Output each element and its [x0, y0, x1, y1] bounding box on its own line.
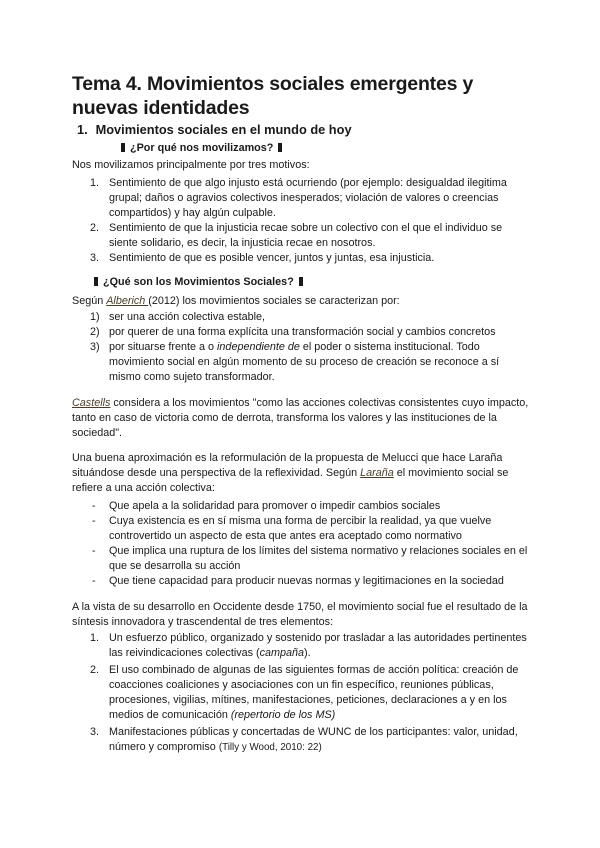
list-item	[72, 310, 532, 325]
text-run: ).	[304, 647, 311, 659]
list-marker: -	[92, 515, 96, 527]
list-item	[72, 725, 532, 755]
larana-list	[72, 499, 532, 589]
list-marker: -	[92, 575, 96, 587]
list-item-text: ser una acción colectiva estable,	[109, 311, 266, 323]
list-item	[72, 544, 532, 574]
list-item	[72, 221, 532, 251]
tilly-paragraph: A la vista de su desarrollo en Occidente desde 1750, el movimiento social fue el resultado de la síntesis innovadora y trascendental de tres elementos:	[72, 601, 528, 628]
list-marker: 3.	[90, 252, 100, 264]
list-marker: 3.	[90, 726, 100, 738]
list-item-text: Que implica una ruptura de los límites del sistema normativo y relaciones sociales en el que se desarrolla su acción	[109, 545, 528, 572]
tilly-list	[72, 631, 532, 755]
author-larana: Laraña	[360, 467, 394, 479]
text-run: Según	[72, 295, 107, 307]
list-marker: 1.	[90, 177, 100, 189]
text-run: por situarse frente a o	[109, 341, 218, 353]
list-item	[72, 325, 532, 340]
list-item-text: Sentimiento de que es posible vencer, juntos y juntas, esa injusticia.	[109, 252, 435, 264]
heading-marker	[94, 277, 98, 286]
list-item-text: Sentimiento de que algo injusto está ocurriendo (por ejemplo: desigualdad ilegitima grupal; daños o agravios colectivos inesperados; violación de valores o creencias compartidos) y hay algún culpable.	[109, 177, 507, 219]
text-run: Manifestaciones públicas y concertadas de WUNC de los participantes: valor, unidad, número y compromiso	[109, 726, 518, 753]
intro-paragraph: Nos movilizamos principalmente por tres motivos:	[72, 159, 310, 171]
text-run: considera a los movimientos "como las acciones colectivas consistentes cuyo impacto, tanto en caso de victoria como de derrota, transforma los valores y las instituciones de la sociedad".	[72, 397, 529, 439]
list-item-text: Que tiene capacidad para producir nuevas normas y legitimaciones en la sociedad	[109, 575, 504, 587]
text-run-italic: independiente de	[217, 341, 300, 353]
larana-paragraph	[72, 451, 532, 496]
list-item	[72, 663, 532, 723]
list-item-text: por querer de una forma explícita una transformación social y cambios concretos	[109, 326, 496, 338]
section-title: Movimientos sociales en el mundo de hoy	[95, 122, 352, 137]
list-item	[72, 631, 532, 661]
list-marker: 1.	[90, 632, 100, 644]
text-run-italic: (repertorio de los MS)	[230, 709, 336, 721]
list-marker: 1)	[90, 311, 100, 323]
heading-marker	[278, 143, 282, 152]
list-item	[72, 176, 532, 221]
heading-marker	[121, 143, 125, 152]
citation: (Tilly y Wood, 2010: 22)	[218, 742, 322, 753]
list-item-text: Sentimiento de que la injusticia recae sobre un colectivo con el que el individuo se siente solidario, es decir, la injusticia recae en nosotros.	[109, 222, 503, 249]
section-number: 1.	[77, 122, 88, 137]
subheading-what	[92, 276, 305, 288]
text-run: (2012) los movimientos sociales se caracterizan por:	[148, 295, 400, 307]
list-marker: 3)	[90, 341, 100, 353]
list-item	[72, 514, 532, 544]
list-item-text: Cuya existencia es en sí misma una forma de percibir la realidad, ya que vuelve controvertido un aspecto de esta que antes era aceptado como normativo	[109, 515, 492, 542]
text-run: El uso combinado de algunas de las siguientes formas de acción política: creación de coacciones coaliciones y asociaciones con un fin específico, reuniones públicas, procesiones, vigilias, mítines, manifestaciones, peticiones, declaraciones a y en los medios de comunicación	[109, 664, 519, 721]
list-marker: -	[92, 500, 96, 512]
page-title: Tema 4. Movimientos sociales emergentes y nuevas identidades	[72, 73, 474, 119]
list-item	[72, 499, 532, 514]
list-item	[72, 251, 532, 266]
subheading-why-label: ¿Por qué nos movilizamos?	[130, 142, 274, 154]
author-castells: Castells	[72, 397, 111, 409]
list-marker: -	[92, 545, 96, 557]
author-alberich: Alberich	[106, 295, 149, 307]
text-run: Un esfuerzo público, organizado y sostenido por trasladar a las autoridades pertinentes las reivindicaciones colectivas (	[109, 632, 527, 659]
castells-paragraph	[72, 396, 532, 441]
list-item	[72, 574, 532, 589]
subheading-why	[119, 142, 284, 154]
text-run: Una buena aproximación es la reformulación de la propuesta de Melucci que hace Laraña situándose desde una perspectiva de la reflexividad. Según	[72, 452, 503, 479]
section-heading	[77, 122, 352, 137]
text-run: el movimiento social se refiere a una acción colectiva:	[72, 467, 509, 494]
subheading-what-label: ¿Qué son los Movimientos Sociales?	[103, 276, 294, 288]
list-item	[72, 340, 532, 385]
motives-list	[72, 176, 532, 266]
heading-marker	[299, 277, 303, 286]
alberich-paragraph	[72, 294, 532, 309]
list-marker: 2.	[90, 664, 100, 676]
text-run-italic: campaña	[259, 647, 305, 659]
list-marker: 2.	[90, 222, 100, 234]
text-run: el poder o sistema institucional. Todo movimiento social en algún momento de su proceso de creación se reconoce a sí mismo como sujeto transformador.	[109, 341, 500, 383]
list-marker: 2)	[90, 326, 100, 338]
list-item-text: Que apela a la solidaridad para promover o impedir cambios sociales	[109, 500, 441, 512]
alberich-list	[72, 310, 532, 385]
